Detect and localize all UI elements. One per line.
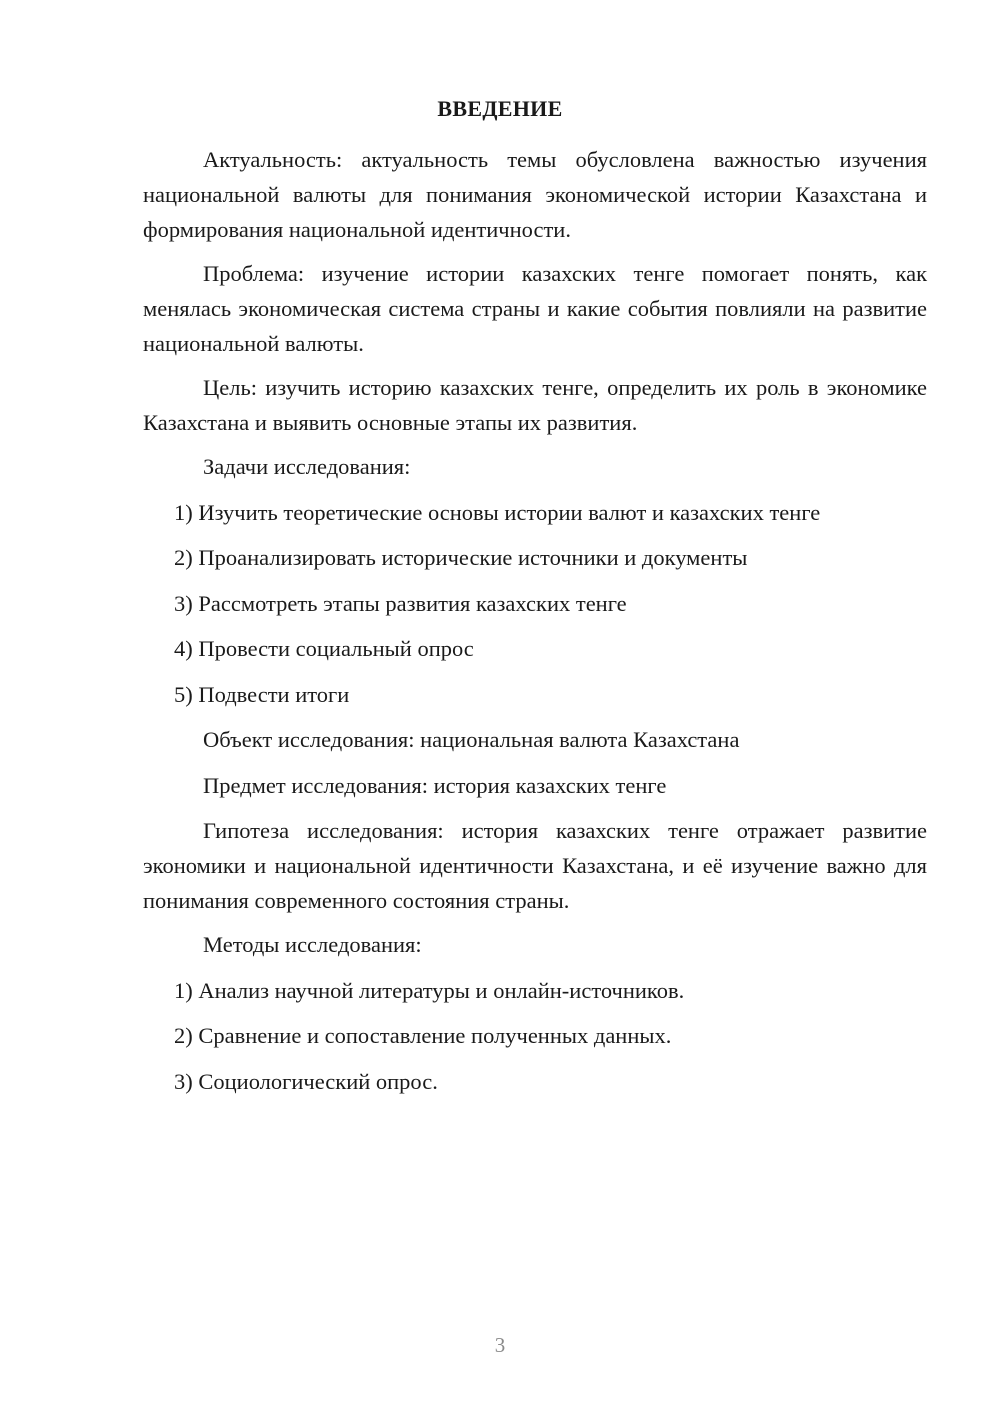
method-item: 1) Анализ научной литературы и онлайн-источников. (174, 977, 685, 1003)
hypothesis-paragraph: Гипотеза исследования: история казахских тенге отражает развитие экономики и национальной идентичности Казахстана, и её изучение важно для понимания современного состояния страны. (143, 818, 927, 913)
method-item: 3) Социологический опрос. (174, 1068, 438, 1094)
task-item: 1) Изучить теоретические основы истории валют и казахских тенге (174, 499, 821, 525)
tasks-heading: Задачи исследования: (203, 454, 411, 479)
method-item: 2) Сравнение и сопоставление полученных данных. (174, 1023, 672, 1048)
subject-line: Предмет исследования: история казахских тенге (203, 772, 667, 798)
task-item: 2) Проанализировать исторические источники и документы (174, 545, 748, 570)
document-body (143, 142, 927, 1109)
relevance-paragraph: Актуальность: актуальность темы обусловлена важностью изучения национальной валюты для понимания экономической истории Казахстана и формирования национальной идентичности. (143, 147, 927, 242)
goal-paragraph: Цель: изучить историю казахских тенге, определить их роль в экономике Казахстана и выявить основные этапы их развития. (143, 375, 927, 435)
task-item: 4) Провести социальный опрос (174, 636, 474, 661)
object-line: Объект исследования: национальная валюта Казахстана (203, 727, 740, 752)
page-number: 3 (494, 1333, 506, 1357)
problem-paragraph: Проблема: изучение истории казахских тенге помогает понять, как менялась экономическая система страны и какие события повлияли на развитие национальной валюты. (143, 261, 927, 356)
methods-heading: Методы исследования: (203, 932, 422, 957)
task-item: 3) Рассмотреть этапы развития казахских тенге (174, 590, 627, 616)
task-item: 5) Подвести итоги (174, 681, 350, 707)
page-title: ВВЕДЕНИЕ (437, 96, 563, 121)
